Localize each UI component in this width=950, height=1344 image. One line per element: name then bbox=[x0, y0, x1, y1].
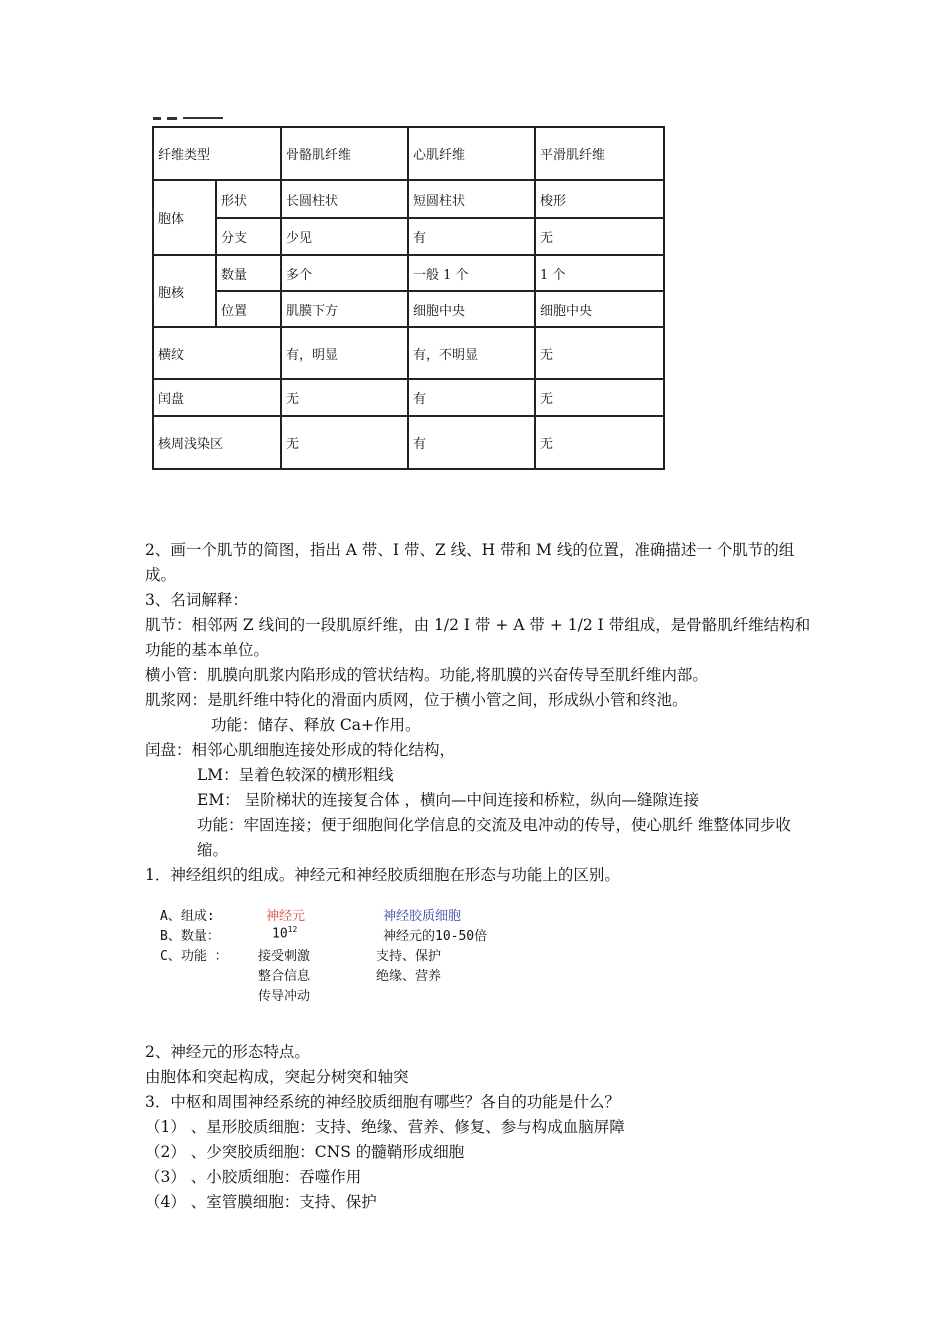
neuron-count-base: 10 bbox=[272, 926, 288, 942]
bottom-section bbox=[145, 1040, 815, 1215]
table-cell: 无 bbox=[535, 218, 664, 255]
list-item: （4） 、室管膜细胞：支持、保护 bbox=[145, 1193, 377, 1211]
row-label-intercalated-disc: 闰盘 bbox=[153, 379, 281, 416]
table-cell: 长圆柱状 bbox=[281, 180, 408, 218]
table-cell: 多个 bbox=[281, 255, 408, 291]
table-row bbox=[153, 255, 664, 291]
glia-count: 神经元的10-50倍 bbox=[383, 929, 488, 944]
sub-label-count: 数量 bbox=[216, 255, 281, 291]
table-cell: 短圆柱状 bbox=[408, 180, 535, 218]
header-smooth: 平滑肌纤维 bbox=[535, 127, 664, 180]
glia-function-2: 绝缘、营养 bbox=[376, 969, 442, 984]
table-cell: 细胞中央 bbox=[408, 291, 535, 327]
label-count: B、数量： bbox=[160, 929, 220, 944]
table-cell: 有，不明显 bbox=[408, 327, 535, 379]
disc-em: EM： 呈阶梯状的连接复合体 ，横向—中间连接和桥粒，纵向—缝隙连接 bbox=[197, 791, 700, 809]
table-cell: 少见 bbox=[281, 218, 408, 255]
table-cell: 无 bbox=[281, 416, 408, 469]
table-row bbox=[153, 416, 664, 469]
def-sarcomere: 肌节：相邻两 Z 线间的一段肌原纤维，由 1/2 I 带 + A 带 + 1/2 I 带组成，是骨骼肌纤维结构和功能的基本单位。 bbox=[145, 616, 811, 659]
nerve-question-3: 3．中枢和周围神经系统的神经胶质细胞有哪些？各自的功能是什么？ bbox=[145, 1093, 620, 1111]
table-cell: 有，明显 bbox=[281, 327, 408, 379]
table-cell: 无 bbox=[535, 327, 664, 379]
nerve-question-2: 2、神经元的形态特点。 bbox=[145, 1043, 310, 1061]
sub-label-branch: 分支 bbox=[216, 218, 281, 255]
table-cell: 一般 1 个 bbox=[408, 255, 535, 291]
question-2: 2、画一个肌节的简图，指出 A 带、I 带、Z 线、H 带和 M 线的位置，准确描述一 个肌节的组成。 bbox=[145, 541, 795, 584]
header-cardiac: 心肌纤维 bbox=[408, 127, 535, 180]
table-row bbox=[153, 180, 664, 218]
sub-label-position: 位置 bbox=[216, 291, 281, 327]
table-cell: 梭形 bbox=[535, 180, 664, 218]
table-row bbox=[153, 291, 664, 327]
table-cell: 无 bbox=[535, 416, 664, 469]
row-label-perinuclear: 核周浅染区 bbox=[153, 416, 281, 469]
text-section bbox=[145, 538, 815, 888]
list-item: （1） 、星形胶质细胞：支持、绝缘、营养、修复、参与构成血脑屏障 bbox=[145, 1118, 625, 1136]
table-header-row bbox=[153, 127, 664, 180]
neuron-function-3: 传导冲动 bbox=[258, 989, 311, 1004]
disc-function-text: 功能：牢固连接；便于细胞间化学信息的交流及电冲动的传导，使心肌纤 维整体同步收缩。 bbox=[197, 816, 791, 859]
table-cell: 肌膜下方 bbox=[281, 291, 408, 327]
table-cell: 无 bbox=[535, 379, 664, 416]
neuron-function-2: 整合信息 bbox=[258, 969, 311, 984]
list-item: （2） 、少突胶质细胞：CNS 的髓鞘形成细胞 bbox=[145, 1143, 465, 1161]
label-function: C、功能 ： bbox=[160, 949, 228, 964]
neuron-function-1: 接受刺激 bbox=[258, 949, 311, 964]
sub-label-shape: 形状 bbox=[216, 180, 281, 218]
label-composition: A、组成: bbox=[160, 909, 215, 924]
table-cell: 1 个 bbox=[535, 255, 664, 291]
row-label-cell-body: 胞体 bbox=[153, 180, 216, 255]
glia-function-1: 支持、保护 bbox=[376, 949, 442, 964]
neuron-count bbox=[272, 925, 297, 941]
glia-heading: 神经胶质细胞 bbox=[383, 909, 462, 924]
sr-function: 功能：储存、释放 Ca+作用。 bbox=[211, 716, 421, 734]
table-cell: 细胞中央 bbox=[535, 291, 664, 327]
row-label-striation: 横纹 bbox=[153, 327, 281, 379]
row-label-nucleus: 胞核 bbox=[153, 255, 216, 327]
neuron-count-exponent: 12 bbox=[287, 925, 298, 934]
table-cell: 无 bbox=[281, 379, 408, 416]
table-cell: 有 bbox=[408, 379, 535, 416]
table-row bbox=[153, 218, 664, 255]
neuron-glia-comparison bbox=[160, 905, 520, 1005]
nerve-answer-2: 由胞体和突起构成，突起分树突和轴突 bbox=[145, 1068, 409, 1086]
disc-lm: LM：呈着色较深的横形粗线 bbox=[197, 766, 394, 784]
cropped-caption-fragment bbox=[153, 111, 233, 125]
table-row bbox=[153, 327, 664, 379]
disc-function bbox=[145, 813, 815, 863]
table-cell: 有 bbox=[408, 416, 535, 469]
def-intercalated-disc: 闰盘：相邻心肌细胞连接处形成的特化结构， bbox=[145, 741, 456, 759]
header-fiber-type: 纤维类型 bbox=[153, 127, 281, 180]
table-row bbox=[153, 379, 664, 416]
header-skeletal: 骨骼肌纤维 bbox=[281, 127, 408, 180]
table-cell: 有 bbox=[408, 218, 535, 255]
question-3: 3、名词解释： bbox=[145, 591, 248, 609]
muscle-fiber-comparison-table bbox=[152, 126, 665, 470]
nerve-question-1: 1．神经组织的组成。神经元和神经胶质细胞在形态与功能上的区别。 bbox=[145, 866, 620, 884]
def-sarcoplasmic-reticulum: 肌浆网：是肌纤维中特化的滑面内质网，位于横小管之间，形成纵小管和终池。 bbox=[145, 691, 688, 709]
neuron-heading: 神经元 bbox=[266, 909, 306, 924]
list-item: （3） 、小胶质细胞：吞噬作用 bbox=[145, 1168, 362, 1186]
def-t-tubule: 横小管：肌膜向肌浆内陷形成的管状结构。功能,将肌膜的兴奋传导至肌纤维内部。 bbox=[145, 666, 708, 684]
